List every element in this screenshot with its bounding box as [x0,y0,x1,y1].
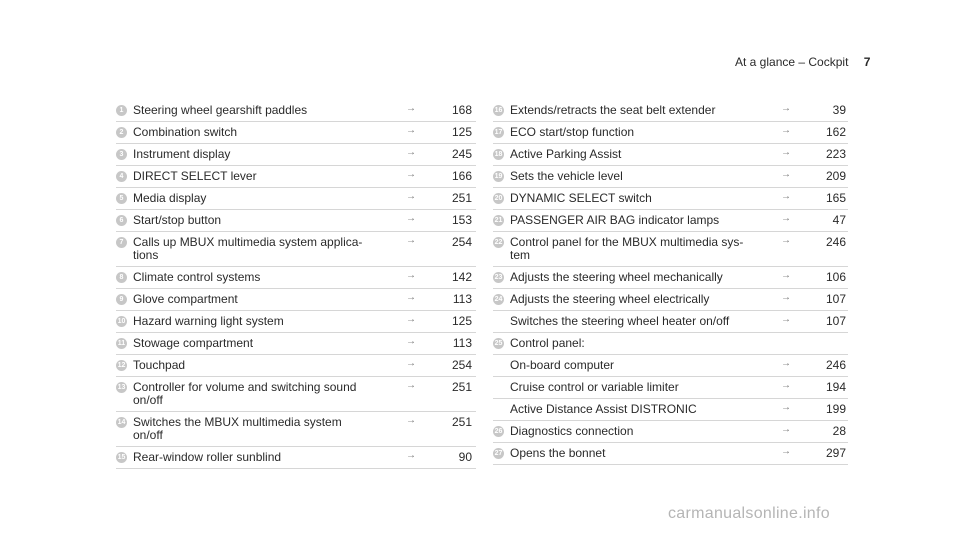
legend-row [493,166,848,188]
page-reference-link[interactable]: 90 [458,450,472,464]
item-description: Rear-window roller sunblind [133,450,282,464]
legend-row [116,100,476,122]
item-description: Media display [133,191,207,205]
page-reference-link[interactable]: 39 [832,103,846,117]
page-reference-arrow-icon: → [781,235,791,246]
item-description: Control panel: [510,336,585,350]
page-reference-link[interactable]: 47 [832,213,846,227]
page-reference-link[interactable]: 251 [451,191,472,205]
page-reference-arrow-icon: → [406,235,416,246]
page-reference-link[interactable]: 245 [451,147,472,161]
page-reference-arrow-icon: → [781,103,791,114]
page-reference-arrow-icon: → [781,292,791,303]
page-reference-arrow-icon: → [781,169,791,180]
page-reference-link[interactable]: 223 [825,147,846,161]
item-number-badge: 17 [494,129,503,136]
page-reference-link[interactable]: 107 [825,314,846,328]
item-number-badge: 5 [116,193,127,204]
item-number-badge: 19 [494,173,503,180]
page-header [735,55,960,69]
page-reference-link[interactable]: 297 [825,446,846,460]
item-number-badge: 16 [494,107,503,114]
page-reference-link[interactable]: 125 [451,125,472,139]
page-reference-link[interactable]: 165 [825,191,846,205]
item-description: Instrument display [133,147,231,161]
page-reference-arrow-icon: → [781,125,791,136]
item-description: Stowage compartment [133,336,254,350]
item-description: Start/stop button [133,213,222,227]
item-description: Hazard warning light system [133,314,284,328]
page-reference-link[interactable]: 209 [825,169,846,183]
legend-row [116,355,476,377]
page-reference-link[interactable]: 254 [451,235,472,249]
item-number-badge: 15 [117,454,126,461]
legend-row [493,311,848,333]
page-reference-arrow-icon: → [781,213,791,224]
item-description: Steering wheel gearshift paddles [133,103,308,117]
item-description: On-board computer [510,358,615,372]
item-description: Switches the MBUX multimedia system on/off [133,415,342,442]
item-description: Extends/retracts the seat belt extender [510,103,716,117]
item-description: Touchpad [133,358,186,372]
page-reference-link[interactable]: 251 [451,415,472,429]
item-number-badge: 1 [116,105,127,116]
page-reference-arrow-icon: → [781,191,791,202]
item-number-badge: 9 [116,294,127,305]
item-description: Active Parking Assist [510,147,622,161]
item-description: Sets the vehicle level [510,169,623,183]
item-description: Control panel for the MBUX multimedia sys- tem [510,235,744,262]
page-reference-link[interactable]: 254 [451,358,472,372]
legend-row [116,144,476,166]
item-description: ECO start/stop function [510,125,635,139]
item-description: Diagnostics connection [510,424,634,438]
page-reference-arrow-icon: → [406,191,416,202]
page-reference-arrow-icon: → [781,402,791,413]
item-number-badge: 2 [116,127,127,138]
legend-row [116,232,476,267]
page-reference-link[interactable]: 246 [825,358,846,372]
legend-list-left [116,100,476,469]
page-reference-link[interactable]: 113 [452,292,472,306]
page-reference-link[interactable]: 199 [825,402,846,416]
item-number-badge: 22 [494,239,503,246]
item-number-badge: 13 [117,384,126,391]
item-description: Adjusts the steering wheel electrically [510,292,710,306]
legend-row [116,333,476,355]
item-description: Glove compartment [133,292,238,306]
item-description: Adjusts the steering wheel mechanically [510,270,723,284]
item-number-badge: 8 [116,272,127,283]
page-reference-link[interactable]: 153 [451,213,472,227]
item-number-badge: 12 [117,362,126,369]
page-reference-link[interactable]: 106 [825,270,846,284]
legend-row [493,421,848,443]
page-reference-arrow-icon: → [406,358,416,369]
page-reference-arrow-icon: → [406,336,416,347]
page-reference-arrow-icon: → [406,380,416,391]
item-number-badge: 6 [116,215,127,226]
legend-row [116,289,476,311]
legend-row [116,447,476,469]
legend-row [493,188,848,210]
item-description: DYNAMIC SELECT switch [510,191,652,205]
item-number-badge: 27 [494,450,503,457]
legend-row [116,412,476,447]
legend-row [493,267,848,289]
legend-row [493,122,848,144]
item-number-badge: 21 [494,217,503,224]
legend-row [493,377,848,399]
item-number-badge: 23 [494,274,503,281]
item-number-badge: 26 [494,428,503,435]
item-number-badge: 24 [494,296,503,303]
item-number-badge: 3 [116,149,127,160]
legend-row [493,289,848,311]
item-description: Opens the bonnet [510,446,606,460]
item-number-badge: 20 [494,195,503,202]
page-reference-link[interactable]: 107 [825,292,846,306]
legend-row [116,311,476,333]
page-reference-link[interactable]: 142 [451,270,472,284]
item-number-badge: 4 [116,171,127,182]
page-reference-arrow-icon: → [781,358,791,369]
item-description: Calls up MBUX multimedia system applica- tions [133,235,363,262]
legend-row [493,144,848,166]
legend-row [493,399,848,421]
item-description: DIRECT SELECT lever [133,169,257,183]
item-number-badge: 18 [494,151,503,158]
page-number: 7 [863,55,871,69]
item-description: PASSENGER AIR BAG indicator lamps [510,213,720,227]
legend-row [493,333,848,355]
page-reference-arrow-icon: → [406,147,416,158]
item-number-badge: 14 [117,419,126,426]
page-reference-arrow-icon: → [406,270,416,281]
item-number-badge: 11 [117,340,126,347]
page-reference-arrow-icon: → [781,147,791,158]
section-title: At a glance – Cockpit [735,55,849,69]
page-reference-arrow-icon: → [781,270,791,281]
page-reference-arrow-icon: → [406,169,416,180]
page-reference-link[interactable]: 28 [832,424,846,438]
page-reference-arrow-icon: → [406,213,416,224]
item-description: Climate control systems [133,270,261,284]
item-description: Switches the steering wheel heater on/off [510,314,730,328]
legend-row [116,166,476,188]
item-description: Combination switch [133,125,238,139]
legend-row [493,210,848,232]
page-reference-arrow-icon: → [406,415,416,426]
page-reference-arrow-icon: → [406,314,416,325]
item-number-badge: 7 [116,237,127,248]
page-reference-link[interactable]: 113 [452,336,472,350]
page-reference-arrow-icon: → [406,292,416,303]
page-reference-link[interactable]: 251 [451,380,472,394]
page-reference-link[interactable]: 166 [451,169,472,183]
legend-row [493,100,848,122]
page-reference-arrow-icon: → [781,424,791,435]
page-reference-link[interactable]: 194 [825,380,846,394]
legend-row [116,210,476,232]
page-reference-link[interactable]: 125 [451,314,472,328]
item-description: Active Distance Assist DISTRONIC [510,402,697,416]
item-description: Cruise control or variable limiter [510,380,679,394]
legend-row [116,188,476,210]
item-description: Controller for volume and switching sound on/off [133,380,357,407]
legend-row [116,377,476,412]
page-reference-link[interactable]: 162 [825,125,846,139]
page-reference-link[interactable]: 246 [825,235,846,249]
page-reference-link[interactable]: 168 [451,103,472,117]
legend-row [493,443,848,465]
legend-row [493,355,848,377]
page-reference-arrow-icon: → [781,314,791,325]
legend-row [493,232,848,267]
page-reference-arrow-icon: → [781,380,791,391]
page-reference-arrow-icon: → [406,450,416,461]
item-number-badge: 10 [117,318,126,325]
legend-row [116,122,476,144]
page-reference-arrow-icon: → [781,446,791,457]
watermark-text: carmanualsonline.info [668,505,830,522]
legend-list-right [493,100,848,465]
page-reference-arrow-icon: → [406,125,416,136]
page-reference-arrow-icon: → [406,103,416,114]
item-number-badge: 25 [494,340,503,347]
legend-row [116,267,476,289]
